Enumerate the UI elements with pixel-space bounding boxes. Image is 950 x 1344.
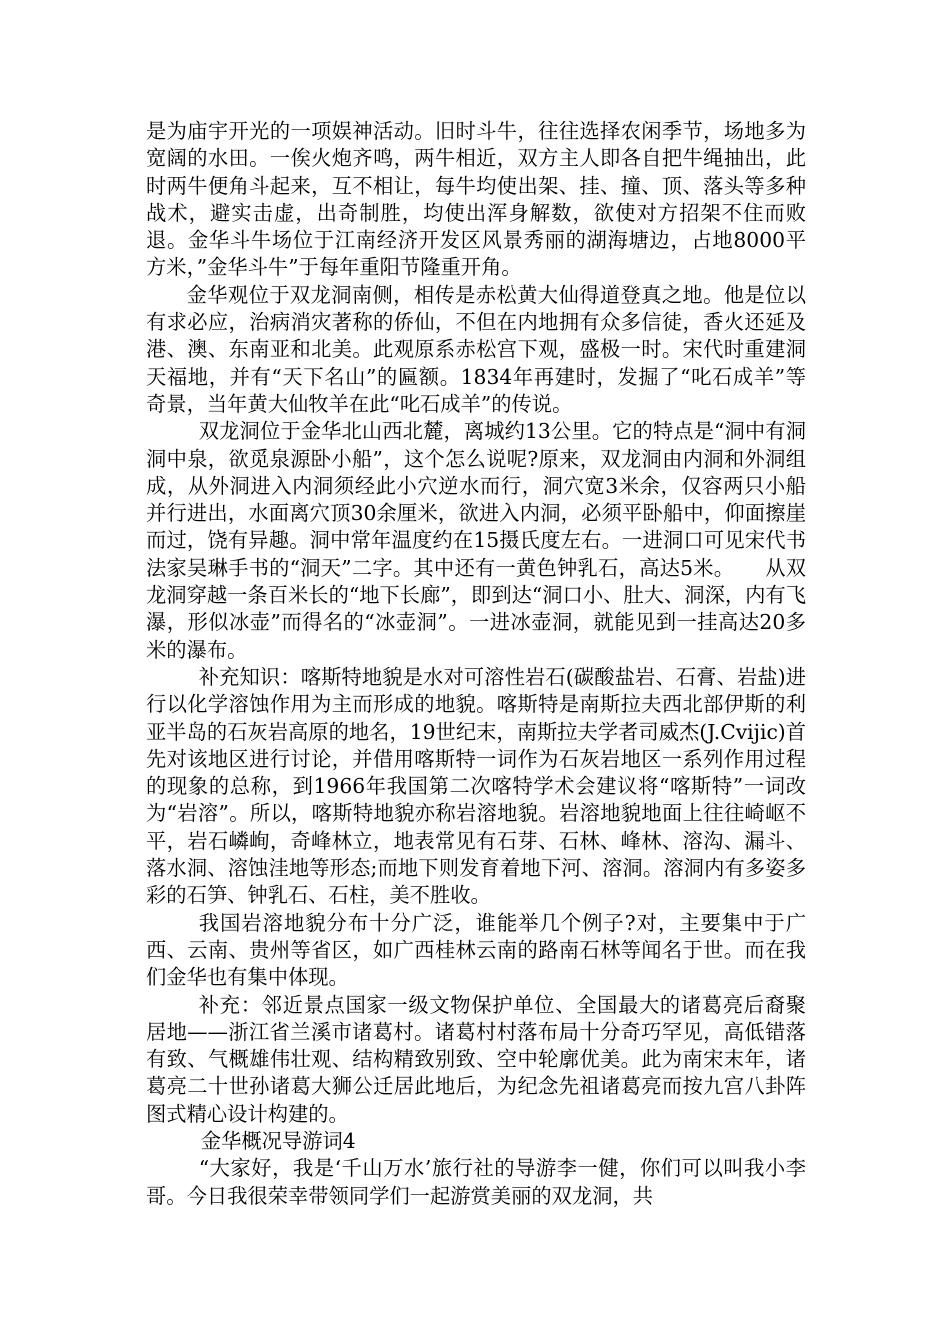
paragraph-karst-knowledge: 补充知识：喀斯特地貌是水对可溶性岩石(碳酸盐岩、石膏、岩盐)进行以化学溶蚀作用为主而形成的地貌。喀斯特是南斯拉夫西北部伊斯的利亚半岛的石灰岩高原的地名，19世纪末，南斯拉夫学者司威杰(J.Cvijic)首先对该地区进行讨论，并借用喀斯特一词作为石灰岩地区一系列作用过程的现象的总称，到1966年我国第二次喀特学术会建议将“喀斯特”一词改为“岩溶”。所以，喀斯特地貌亦称岩溶地貌。岩溶地貌地面上往往崎岖不平，岩石嶙峋，奇峰林立，地表常见有石芽、石林、峰林、溶沟、漏斗、落水洞、溶蚀洼地等形态;而地下则发育着地下河、溶洞。溶洞内有多姿多彩的石笋、钟乳石、石柱，美不胜收。 (146, 664, 806, 908)
paragraph-zhuge-village: 补充：邻近景点国家一级文物保护单位、全国最大的诸葛亮后裔聚居地——浙江省兰溪市诸葛村。诸葛村村落布局十分奇巧罕见，高低错落有致、气概雄伟壮观、结构精致别致、空中轮廓优美。此为南宋末年，诸葛亮二十世孙诸葛大狮公迁居此地后，为纪念先祖诸葛亮而按九宫八卦阵图式精心设计构建的。 (146, 992, 806, 1126)
paragraph-bullfighting: 是为庙宇开光的一项娱神活动。旧时斗牛，往往选择农闲季节，场地多为宽阔的水田。一俟火炮齐鸣，两牛相近，双方主人即各自把牛绳抽出，此时两牛便角斗起来，互不相让，每牛均使出架、挂、撞、顶、落头等多种战术，避实击虚，出奇制胜，均使出浑身解数，欲使对方招架不住而败退。金华斗牛场位于江南经济开发区风景秀丽的湖海塘边，占地8000平方米，”金华斗牛”于每年重阳节隆重开角。 (146, 119, 806, 280)
paragraph-jinhua-temple: 金华观位于双龙洞南侧，相传是赤松黄大仙得道登真之地。他是位以有求必应，治病消灾著称的侨仙，不但在内地拥有众多信徒，香火还延及港、澳、东南亚和北美。此观原系赤松宫下观，盛极一时。宋代时重建洞天福地，并有“天下名山”的匾额。1834年再建时，发掘了“叱石成羊”等奇景，当年黄大仙牧羊在此“叱石成羊”的传说。 (146, 282, 806, 416)
section-heading: 金华概况导游词4 (200, 1128, 356, 1153)
document-body (146, 118, 806, 1210)
paragraph-karst-distribution: 我国岩溶地貌分布十分广泛，谁能举几个例子?对，主要集中于广西、云南、贵州等省区，如广西桂林云南的路南石林等闻名于世。而在我们金华也有集中体现。 (146, 910, 806, 990)
paragraph-guide-intro: “大家好，我是‘千山万水’旅行社的导游李一健，你们可以叫我小李哥。今日我很荣幸带领同学们一起游赏美丽的双龙洞，共 (146, 1156, 806, 1208)
paragraph-shuanglong-cave: 双龙洞位于金华北山西北麓，离城约13公里。它的特点是“洞中有洞洞中泉，欲觅泉源卧小船”，这个怎么说呢?原来，双龙洞由内洞和外洞组成，从外洞进入内洞须经此小穴逆水而行，洞穴宽3米余，仅容两只小船并行进出，水面离穴顶30余厘米，欲进入内洞，必须平卧船中，仰面擦崖而过，饶有异趣。洞中常年温度约在15摄氏度左右。一进洞口可见宋代书法家吴琳手书的“洞天”二字。其中还有一黄色钟乳石，高达5米。 从双龙洞穿越一条百米长的“地下长廊”，即到达“洞口小、肚大、洞深，内有飞瀑，形似冰壶”而得名的“冰壶洞”。一进冰壶洞，就能见到一挂高达20多米的瀑布。 (146, 419, 806, 662)
